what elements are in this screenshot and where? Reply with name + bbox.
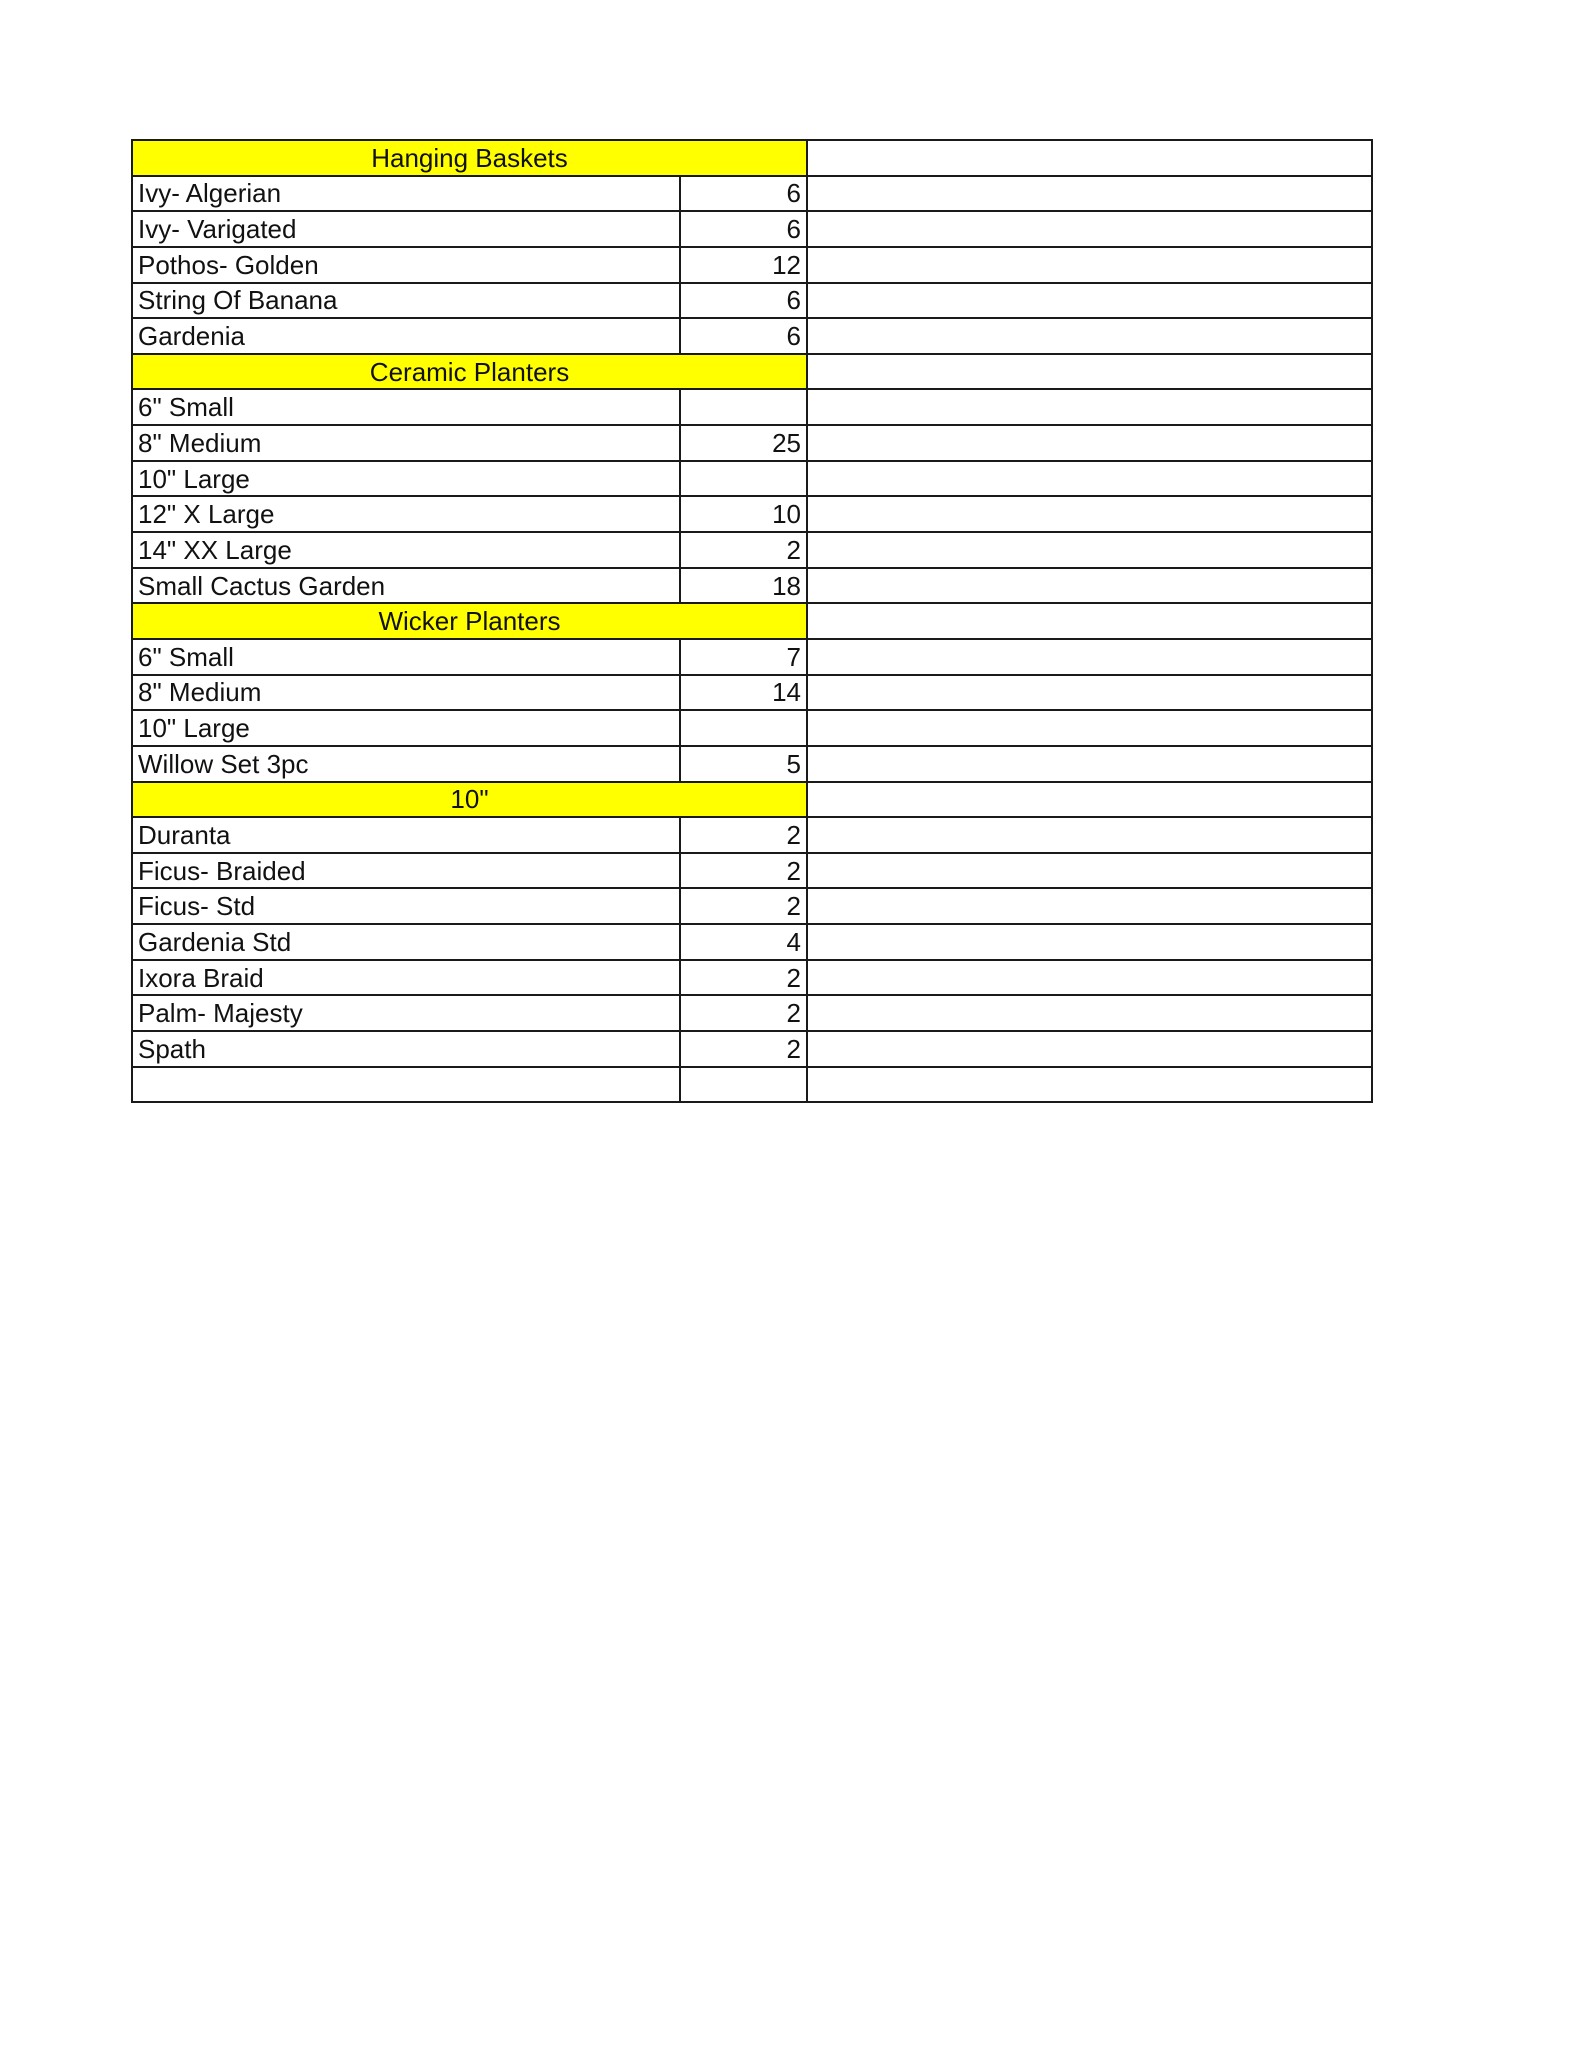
notes-cell[interactable] xyxy=(807,318,1372,354)
table-row xyxy=(132,924,1372,960)
table-row xyxy=(132,710,1372,746)
notes-cell[interactable] xyxy=(807,782,1372,818)
table-row xyxy=(132,176,1372,212)
notes-cell[interactable] xyxy=(807,211,1372,247)
item-name-cell[interactable]: 14" XX Large xyxy=(132,532,680,568)
item-quantity-cell[interactable] xyxy=(680,461,807,497)
notes-cell[interactable] xyxy=(807,888,1372,924)
empty-row xyxy=(132,1067,1372,1103)
table-row xyxy=(132,746,1372,782)
section-header-row xyxy=(132,603,1372,639)
item-name-cell[interactable]: Ixora Braid xyxy=(132,960,680,996)
notes-cell[interactable] xyxy=(807,853,1372,889)
item-quantity-cell[interactable]: 6 xyxy=(680,176,807,212)
section-header-row xyxy=(132,354,1372,390)
notes-cell[interactable] xyxy=(807,568,1372,604)
table-row xyxy=(132,960,1372,996)
table-row xyxy=(132,995,1372,1031)
item-quantity-cell[interactable]: 4 xyxy=(680,924,807,960)
item-name-cell[interactable]: Ivy- Algerian xyxy=(132,176,680,212)
notes-cell[interactable] xyxy=(807,603,1372,639)
item-quantity-cell[interactable]: 2 xyxy=(680,853,807,889)
notes-cell[interactable] xyxy=(807,247,1372,283)
section-header-row xyxy=(132,140,1372,176)
notes-cell[interactable] xyxy=(807,532,1372,568)
item-quantity-cell[interactable]: 2 xyxy=(680,888,807,924)
table-row xyxy=(132,211,1372,247)
item-name-cell[interactable]: Ficus- Std xyxy=(132,888,680,924)
inventory-table xyxy=(131,139,1373,1103)
item-quantity-cell[interactable]: 25 xyxy=(680,425,807,461)
item-name-cell[interactable]: Ivy- Varigated xyxy=(132,211,680,247)
table-row xyxy=(132,496,1372,532)
inventory-table-body xyxy=(132,140,1372,1102)
item-quantity-cell[interactable]: 2 xyxy=(680,960,807,996)
table-row xyxy=(132,639,1372,675)
item-quantity-cell[interactable]: 2 xyxy=(680,995,807,1031)
table-row xyxy=(132,1031,1372,1067)
item-quantity-cell[interactable]: 6 xyxy=(680,283,807,319)
notes-cell[interactable] xyxy=(807,283,1372,319)
notes-cell[interactable] xyxy=(807,461,1372,497)
item-name-cell[interactable]: 10" Large xyxy=(132,710,680,746)
notes-cell[interactable] xyxy=(807,639,1372,675)
section-title[interactable]: Ceramic Planters xyxy=(132,354,807,390)
item-name-cell[interactable]: Willow Set 3pc xyxy=(132,746,680,782)
notes-cell[interactable] xyxy=(807,389,1372,425)
table-row xyxy=(132,318,1372,354)
item-name-cell[interactable]: String Of Banana xyxy=(132,283,680,319)
notes-cell[interactable] xyxy=(807,1031,1372,1067)
item-name-cell[interactable] xyxy=(132,1067,680,1103)
item-name-cell[interactable]: 8" Medium xyxy=(132,425,680,461)
item-name-cell[interactable]: Spath xyxy=(132,1031,680,1067)
notes-cell[interactable] xyxy=(807,496,1372,532)
notes-cell[interactable] xyxy=(807,924,1372,960)
item-quantity-cell[interactable]: 2 xyxy=(680,817,807,853)
notes-cell[interactable] xyxy=(807,1067,1372,1103)
item-name-cell[interactable]: 8" Medium xyxy=(132,675,680,711)
notes-cell[interactable] xyxy=(807,140,1372,176)
item-quantity-cell[interactable] xyxy=(680,1067,807,1103)
table-row xyxy=(132,425,1372,461)
table-row xyxy=(132,853,1372,889)
section-title[interactable]: Wicker Planters xyxy=(132,603,807,639)
item-name-cell[interactable]: 6" Small xyxy=(132,639,680,675)
item-quantity-cell[interactable] xyxy=(680,389,807,425)
section-title[interactable]: 10" xyxy=(132,782,807,818)
item-name-cell[interactable]: Small Cactus Garden xyxy=(132,568,680,604)
item-quantity-cell[interactable]: 14 xyxy=(680,675,807,711)
item-name-cell[interactable]: Palm- Majesty xyxy=(132,995,680,1031)
item-quantity-cell[interactable]: 2 xyxy=(680,532,807,568)
item-name-cell[interactable]: Duranta xyxy=(132,817,680,853)
table-row xyxy=(132,461,1372,497)
notes-cell[interactable] xyxy=(807,817,1372,853)
table-row xyxy=(132,389,1372,425)
notes-cell[interactable] xyxy=(807,176,1372,212)
notes-cell[interactable] xyxy=(807,710,1372,746)
item-name-cell[interactable]: 10" Large xyxy=(132,461,680,497)
item-name-cell[interactable]: Gardenia xyxy=(132,318,680,354)
item-quantity-cell[interactable]: 2 xyxy=(680,1031,807,1067)
notes-cell[interactable] xyxy=(807,675,1372,711)
item-quantity-cell[interactable]: 12 xyxy=(680,247,807,283)
item-quantity-cell[interactable]: 7 xyxy=(680,639,807,675)
table-row xyxy=(132,888,1372,924)
item-quantity-cell[interactable]: 5 xyxy=(680,746,807,782)
item-quantity-cell[interactable]: 6 xyxy=(680,211,807,247)
item-name-cell[interactable]: 6" Small xyxy=(132,389,680,425)
notes-cell[interactable] xyxy=(807,746,1372,782)
table-row xyxy=(132,247,1372,283)
item-name-cell[interactable]: Gardenia Std xyxy=(132,924,680,960)
table-row xyxy=(132,817,1372,853)
notes-cell[interactable] xyxy=(807,995,1372,1031)
notes-cell[interactable] xyxy=(807,354,1372,390)
section-title[interactable]: Hanging Baskets xyxy=(132,140,807,176)
section-header-row xyxy=(132,782,1372,818)
item-quantity-cell[interactable]: 18 xyxy=(680,568,807,604)
item-quantity-cell[interactable]: 6 xyxy=(680,318,807,354)
item-name-cell[interactable]: Pothos- Golden xyxy=(132,247,680,283)
item-name-cell[interactable]: 12" X Large xyxy=(132,496,680,532)
notes-cell[interactable] xyxy=(807,960,1372,996)
notes-cell[interactable] xyxy=(807,425,1372,461)
item-name-cell[interactable]: Ficus- Braided xyxy=(132,853,680,889)
table-row xyxy=(132,532,1372,568)
item-quantity-cell[interactable] xyxy=(680,710,807,746)
table-row xyxy=(132,568,1372,604)
table-row xyxy=(132,283,1372,319)
item-quantity-cell[interactable]: 10 xyxy=(680,496,807,532)
table-row xyxy=(132,675,1372,711)
